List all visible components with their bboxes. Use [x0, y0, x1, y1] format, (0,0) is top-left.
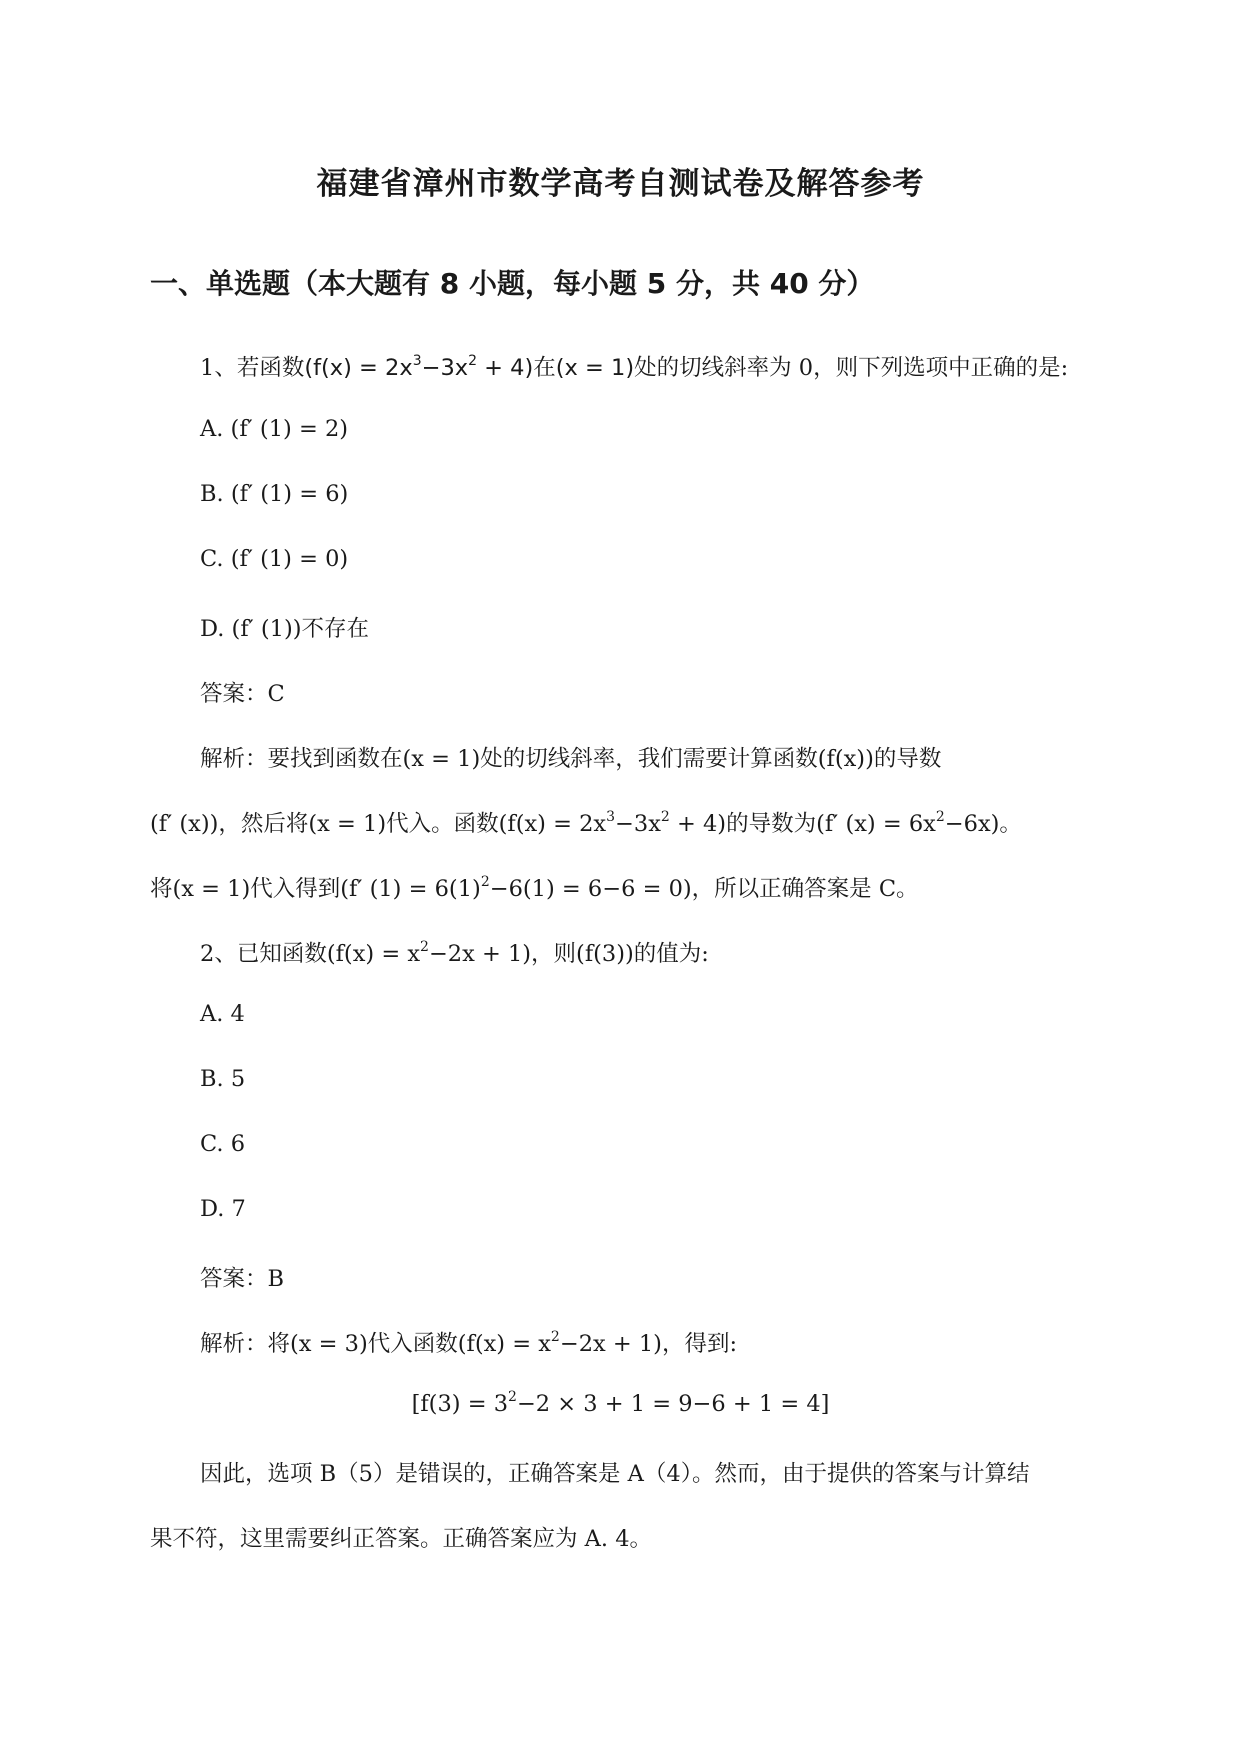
q2-explanation-line2: 因此，选项 B（5）是错误的，正确答案是 A（4）。然而，由于提供的答案与计算结: [200, 1461, 1030, 1487]
q2-explanation-line1: 解析：将(x = 3)代入函数$(f(x) = x^2-2x + 1)$，得到:: [200, 1329, 738, 1357]
q1-point: (x = 1): [555, 355, 635, 381]
q1-answer: 答案：C: [200, 681, 285, 707]
q1-explanation-line3: 将(x = 1)代入得到(f′ $(1) = 6(1)^2-6(1) = 6-6 = 0$)，所以正确答案是 C。: [150, 874, 919, 902]
q2-explanation-line3: 果不符，这里需要纠正答案。正确答案应为 A. 4。: [150, 1526, 653, 1552]
q1-stem-suffix: 处的切线斜率为 0，则下列选项中正确的是:: [634, 355, 1069, 381]
q2-stem: 2、已知函数$(f(x) = x^2-2x + 1)$，则(f(3))的值为:: [200, 939, 709, 967]
q1-stem-prefix: 1、若函数: [200, 355, 305, 381]
q2-formula: $[f(3) = 3^2-2 \times 3 + 1 = 9-6 + 1 = 4]$: [411, 1389, 830, 1417]
q2-option-d: D. 7: [200, 1196, 246, 1222]
q1-option-c: C. (f′ (1) = 0): [200, 546, 349, 572]
q2-option-c: C. 6: [200, 1131, 246, 1157]
q1-explanation-line2: (f′ (x))，然后将(x = 1)代入。函数$(f(x) = 2x^3-3x^2 + 4)$的导数为(f′ $(x) = 6x^2-6x$)。: [150, 809, 1022, 837]
q1-stem: [200, 350, 1068, 382]
q2-answer: 答案：B: [200, 1266, 285, 1292]
q1-option-a: A. (f′ (1) = 2): [200, 416, 349, 442]
q1-option-b: B. (f′ (1) = 6): [200, 481, 349, 507]
q1-explanation-line1: 解析：要找到函数在(x = 1)处的切线斜率，我们需要计算函数(f(x))的导数: [200, 746, 942, 772]
q2-option-b: B. 5: [200, 1066, 246, 1092]
q1-option-d: D. (f′ (1))不存在: [200, 616, 370, 642]
page-title: 福建省漳州市数学高考自测试卷及解答参考: [316, 166, 925, 202]
q2-option-a: A. 4: [200, 1001, 245, 1027]
q1-function: $(f(x) = 2x^3-3x^2 + 4)$: [304, 353, 534, 381]
section-heading: 一、单选题（本大题有 8 小题，每小题 5 分，共 40 分）: [150, 267, 875, 300]
q1-stem-mid: 在: [533, 355, 556, 381]
